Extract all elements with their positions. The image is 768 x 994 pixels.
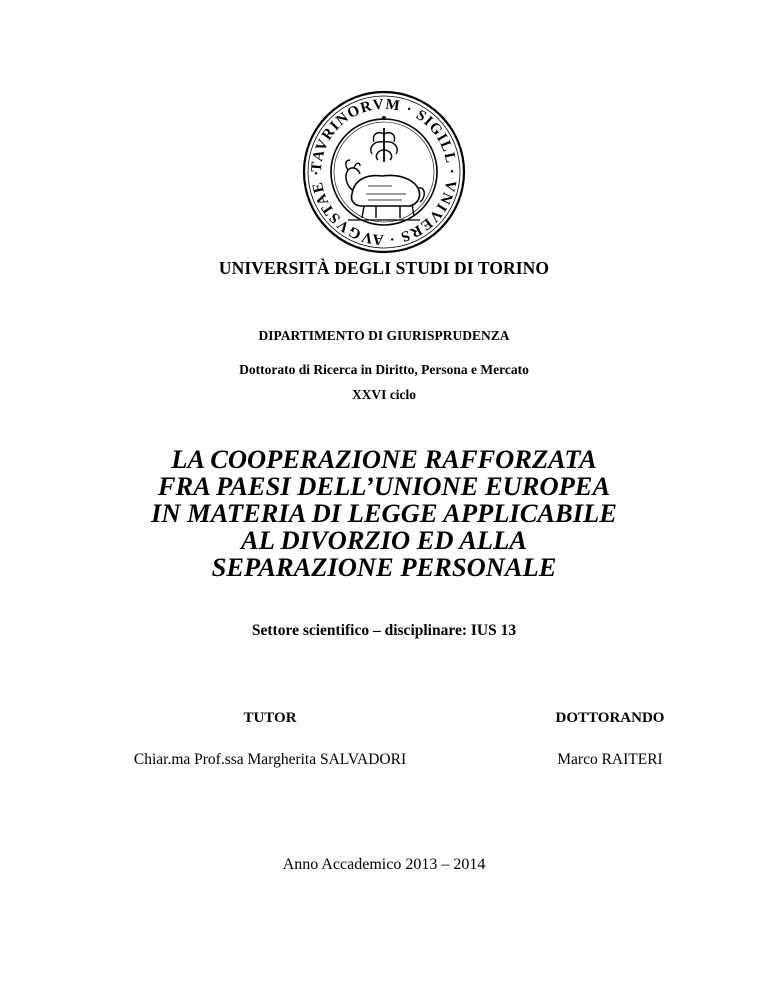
thesis-title-line: AL DIVORZIO ED ALLA [241, 525, 527, 555]
tutor-name: Chiar.ma Prof.ssa Margherita SALVADORI [133, 751, 407, 768]
scientific-sector: Settore scientifico – disciplinare: IUS 13 [251, 622, 517, 639]
university-name: UNIVERSITÀ DEGLI STUDI DI TORINO [218, 258, 550, 278]
doctorate-program: Dottorato di Ricerca in Diritto, Persona e Mercato [239, 362, 529, 377]
thesis-title-line: IN MATERIA DI LEGGE APPLICABILE [151, 498, 617, 528]
doctorate-cycle: XXVI ciclo [351, 387, 417, 402]
thesis-title-line: SEPARAZIONE PERSONALE [211, 552, 557, 582]
academic-year: Anno Accademico 2013 – 2014 [282, 856, 486, 873]
bull-icon [346, 128, 424, 220]
thesis-title-line: LA COOPERAZIONE RAFFORZATA [171, 444, 597, 474]
candidate-name: Marco RAITERI [557, 751, 663, 768]
candidate-label: DOTTORANDO [555, 710, 665, 726]
svg-text:TAVRINORVM · SIGILL · VNIVERS: TAVRINORVM · SIGILL · VNIVERS · AVGVSTAE · [308, 96, 460, 248]
thesis-title [0, 446, 768, 581]
tutor-label: TUTOR [243, 710, 297, 726]
department-name: DIPARTIMENTO DI GIURISPRUDENZA [258, 328, 510, 343]
university-seal-logo [302, 90, 466, 254]
thesis-title-line: FRA PAESI DELL’UNIONE EUROPEA [157, 471, 611, 501]
